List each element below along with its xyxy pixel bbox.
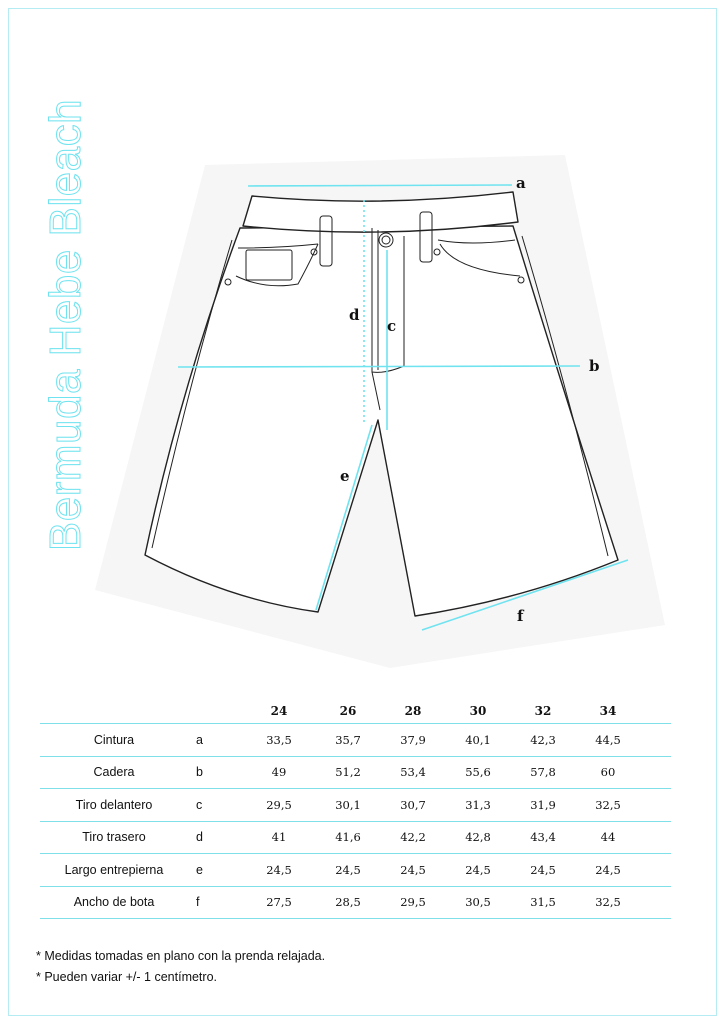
row-spacer bbox=[640, 724, 671, 757]
measure-letter: d bbox=[188, 821, 242, 854]
measure-value: 27,5 bbox=[242, 886, 316, 919]
measure-value: 43,4 bbox=[510, 821, 576, 854]
row-spacer bbox=[640, 821, 671, 854]
measure-value: 31,3 bbox=[446, 789, 510, 822]
measure-value: 44 bbox=[576, 821, 640, 854]
measure-value: 53,4 bbox=[380, 756, 446, 789]
measure-row bbox=[40, 789, 671, 822]
measure-value: 24,5 bbox=[576, 854, 640, 887]
measure-label-d: d bbox=[349, 306, 360, 324]
product-title-text: Bermuda Hebe Bleach bbox=[41, 98, 90, 551]
measure-value: 24,5 bbox=[242, 854, 316, 887]
measure-row bbox=[40, 821, 671, 854]
measure-value: 31,5 bbox=[510, 886, 576, 919]
measure-value: 31,9 bbox=[510, 789, 576, 822]
measure-label-c: c bbox=[387, 317, 397, 335]
measure-name: Tiro trasero bbox=[40, 821, 188, 854]
measure-name: Ancho de bota bbox=[40, 886, 188, 919]
measure-name: Cadera bbox=[40, 756, 188, 789]
measure-letter: c bbox=[188, 789, 242, 822]
size-table bbox=[40, 699, 671, 919]
size-header: 34 bbox=[576, 699, 640, 724]
size-header: 28 bbox=[380, 699, 446, 724]
note-line: * Pueden variar +/- 1 centímetro. bbox=[36, 970, 217, 984]
measure-value: 32,5 bbox=[576, 789, 640, 822]
measure-value: 51,2 bbox=[316, 756, 380, 789]
measure-value: 42,2 bbox=[380, 821, 446, 854]
measure-value: 24,5 bbox=[316, 854, 380, 887]
measure-value: 24,5 bbox=[446, 854, 510, 887]
measure-line-a bbox=[248, 185, 512, 186]
measure-letter: f bbox=[188, 886, 242, 919]
measure-value: 29,5 bbox=[380, 886, 446, 919]
measure-value: 30,5 bbox=[446, 886, 510, 919]
measure-value: 41,6 bbox=[316, 821, 380, 854]
measure-label-e: e bbox=[340, 467, 350, 485]
measure-value: 40,1 bbox=[446, 724, 510, 757]
measure-row bbox=[40, 854, 671, 887]
row-spacer bbox=[640, 854, 671, 887]
measure-value: 24,5 bbox=[510, 854, 576, 887]
measure-value: 41 bbox=[242, 821, 316, 854]
measure-value: 24,5 bbox=[380, 854, 446, 887]
size-header: 32 bbox=[510, 699, 576, 724]
measure-name: Tiro delantero bbox=[40, 789, 188, 822]
measure-name: Largo entrepierna bbox=[40, 854, 188, 887]
size-header: 24 bbox=[242, 699, 316, 724]
measure-row bbox=[40, 724, 671, 757]
measure-value: 30,1 bbox=[316, 789, 380, 822]
notes bbox=[36, 946, 325, 988]
size-header-row bbox=[40, 699, 671, 724]
measure-value: 30,7 bbox=[380, 789, 446, 822]
note-line: * Medidas tomadas en plano con la prenda relajada. bbox=[36, 949, 326, 963]
measure-value: 32,5 bbox=[576, 886, 640, 919]
measure-value: 37,9 bbox=[380, 724, 446, 757]
measure-letter: b bbox=[188, 756, 242, 789]
row-spacer bbox=[640, 789, 671, 822]
measure-value: 28,5 bbox=[316, 886, 380, 919]
measure-value: 57,8 bbox=[510, 756, 576, 789]
size-header: 30 bbox=[446, 699, 510, 724]
measure-value: 49 bbox=[242, 756, 316, 789]
measure-value: 29,5 bbox=[242, 789, 316, 822]
measure-value: 44,5 bbox=[576, 724, 640, 757]
measure-label-b: b bbox=[589, 357, 600, 375]
measure-letter: e bbox=[188, 854, 242, 887]
measure-value: 42,3 bbox=[510, 724, 576, 757]
measure-letter: a bbox=[188, 724, 242, 757]
measure-line-b bbox=[178, 366, 580, 367]
measure-value: 42,8 bbox=[446, 821, 510, 854]
measure-name: Cintura bbox=[40, 724, 188, 757]
measure-value: 33,5 bbox=[242, 724, 316, 757]
measure-row bbox=[40, 886, 671, 919]
measure-row bbox=[40, 756, 671, 789]
size-header: 26 bbox=[316, 699, 380, 724]
row-spacer bbox=[640, 886, 671, 919]
measure-value: 35,7 bbox=[316, 724, 380, 757]
measure-value: 55,6 bbox=[446, 756, 510, 789]
row-spacer bbox=[640, 756, 671, 789]
measure-value: 60 bbox=[576, 756, 640, 789]
measure-label-a: a bbox=[516, 174, 526, 192]
measure-label-f: f bbox=[517, 607, 524, 625]
